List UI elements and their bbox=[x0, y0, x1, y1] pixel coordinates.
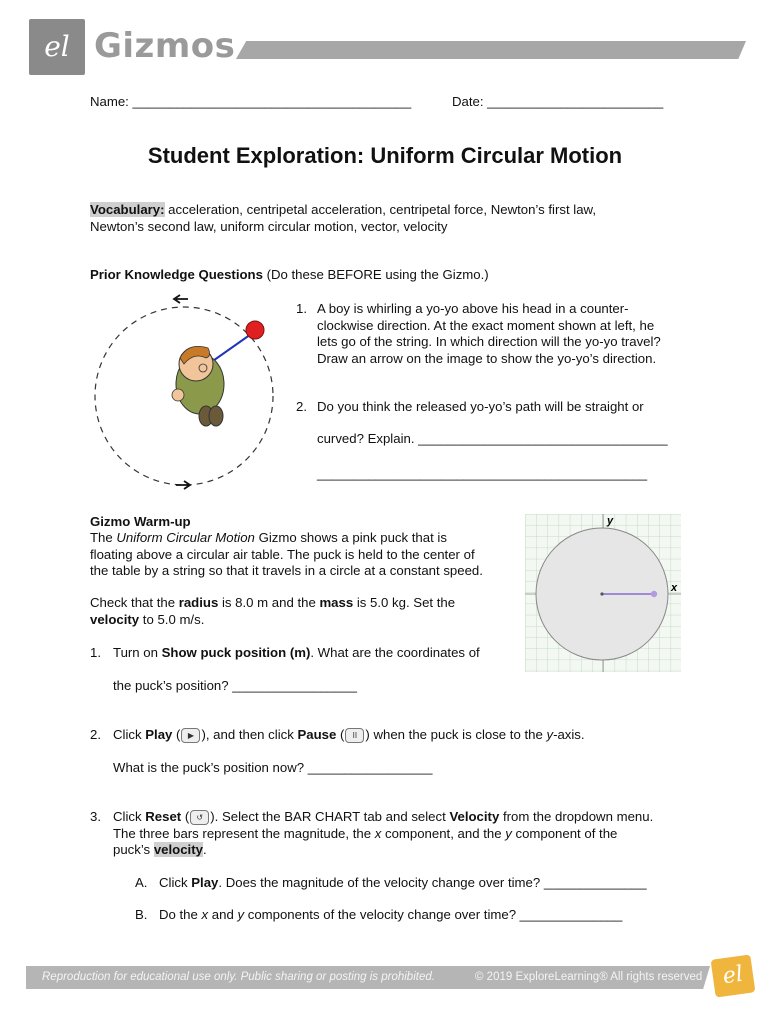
puck bbox=[651, 591, 657, 597]
q2-part: ) when the puck is close to the bbox=[365, 727, 547, 742]
q3b-part: components of the velocity change over time? ______________ bbox=[244, 907, 623, 922]
q3-part: component of the bbox=[511, 825, 618, 841]
axis-x-label: x bbox=[671, 582, 678, 594]
velocity-term: velocity bbox=[90, 611, 140, 627]
q1-number: 1. bbox=[90, 645, 101, 660]
warmup-heading: Gizmo Warm-up bbox=[90, 514, 191, 529]
play-term: Play bbox=[145, 727, 173, 742]
play-term: Play bbox=[191, 875, 219, 890]
q1-text bbox=[113, 645, 480, 660]
q3b-text[interactable] bbox=[159, 907, 622, 922]
q3-part: puck’s bbox=[113, 842, 154, 857]
prior-q2-answer-2[interactable]: _____________________________________________ bbox=[317, 466, 648, 481]
q2-answer[interactable]: What is the puck’s position now? _________________ bbox=[113, 760, 433, 775]
q3-part: Click bbox=[113, 809, 146, 824]
play-icon: ▶ bbox=[181, 728, 200, 743]
vocabulary-label: Vocabulary: bbox=[90, 202, 165, 217]
prior-q2-line-1: Do you think the released yo-yo’s path will be straight or bbox=[317, 399, 644, 414]
gizmos-logo bbox=[29, 19, 85, 75]
pause-term: Pause bbox=[297, 727, 337, 742]
x-term: x bbox=[374, 825, 382, 841]
velocity-vocab-term: velocity bbox=[153, 842, 203, 857]
q3-text bbox=[113, 809, 653, 859]
q2-part: Click bbox=[113, 727, 146, 742]
footer-copyright: © 2019 ExploreLearning® All rights reserved bbox=[475, 971, 703, 983]
logo-glyph: el bbox=[44, 30, 70, 63]
radius-term: radius bbox=[178, 595, 219, 610]
arrow-bottom-icon bbox=[176, 481, 190, 489]
warmup-text: The bbox=[90, 530, 117, 545]
date-field[interactable]: Date: ________________________ bbox=[452, 94, 664, 109]
warmup-text: Gizmo shows a pink puck that is bbox=[254, 530, 447, 545]
prior-q2-number: 2. bbox=[296, 399, 307, 414]
velocity-term: Velocity bbox=[449, 809, 500, 824]
q3a-label: A. bbox=[135, 875, 148, 890]
gizmo-name: Uniform Circular Motion bbox=[116, 530, 255, 545]
q2-part: -axis. bbox=[553, 727, 585, 742]
q2-part: ), and then click bbox=[201, 727, 298, 742]
x-term: x bbox=[201, 907, 209, 922]
q3b-label: B. bbox=[135, 907, 148, 922]
gizmo-air-table-figure bbox=[525, 514, 681, 672]
yoyo-ball bbox=[246, 321, 264, 339]
warmup-paragraph-2 bbox=[90, 595, 455, 628]
q3-part: from the dropdown menu. bbox=[499, 809, 654, 824]
footer-logo-badge bbox=[711, 954, 756, 997]
vocabulary-line-1 bbox=[90, 202, 596, 217]
warmup-text: the table by a string so that it travels in a circle at a constant speed. bbox=[90, 563, 483, 578]
yoyo-illustration bbox=[88, 292, 288, 492]
y-axis-term: y bbox=[546, 727, 554, 742]
q3b-part: and bbox=[208, 907, 238, 922]
footer-disclaimer: Reproduction for educational use only. Public sharing or posting is prohibited. bbox=[42, 971, 435, 983]
q3-part: The three bars represent the magnitude, the bbox=[113, 825, 375, 841]
prior-q1-line: lets go of the string. In which direction will the yo-yo travel? bbox=[317, 334, 661, 349]
q2-number: 2. bbox=[90, 727, 101, 742]
reset-icon: ↺ bbox=[190, 810, 209, 825]
axis-y-label: y bbox=[607, 515, 614, 527]
q3-number: 3. bbox=[90, 809, 101, 824]
warmup-text: to 5.0 m/s. bbox=[139, 611, 205, 627]
warmup-text: is 8.0 m and the bbox=[218, 595, 320, 610]
prior-heading-bold: Prior Knowledge Questions bbox=[90, 267, 263, 282]
header-bar bbox=[236, 41, 746, 59]
vocabulary-terms-2: Newton’s second law, uniform circular motion, vector, velocity bbox=[90, 219, 448, 234]
prior-q2-answer-1[interactable]: curved? Explain. __________________________________ bbox=[317, 431, 668, 446]
y-term: y bbox=[237, 907, 245, 922]
show-puck-position-term: Show puck position (m) bbox=[161, 645, 311, 660]
q3-part: . bbox=[202, 842, 207, 857]
prior-q1-line: A boy is whirling a yo-yo above his head in a counter- bbox=[317, 301, 629, 316]
prior-q1-text bbox=[317, 301, 661, 367]
warmup-paragraph-1 bbox=[90, 530, 483, 580]
mass-term: mass bbox=[319, 595, 354, 610]
warmup-text: Check that the bbox=[90, 595, 179, 610]
q1-part: Turn on bbox=[113, 645, 162, 660]
prior-knowledge-heading bbox=[90, 267, 489, 282]
q2-part: ( bbox=[172, 727, 181, 742]
warmup-text: is 5.0 kg. Set the bbox=[353, 595, 456, 610]
q3-part: ( bbox=[181, 809, 190, 824]
q3-part: component, and the bbox=[381, 825, 506, 841]
brand-name: Gizmos bbox=[94, 26, 236, 66]
q1-part: . What are the coordinates of bbox=[310, 645, 480, 660]
name-field[interactable]: Name: ______________________________________ bbox=[90, 94, 412, 109]
q3a-text[interactable] bbox=[159, 875, 647, 890]
table-center bbox=[600, 592, 603, 595]
q1-answer[interactable]: the puck’s position? _________________ bbox=[113, 678, 357, 693]
prior-q1-line: clockwise direction. At the exact moment shown at left, he bbox=[317, 317, 655, 333]
warmup-text: floating above a circular air table. The puck is held to the center of bbox=[90, 546, 475, 562]
q3-part: ). Select the BAR CHART tab and select bbox=[210, 809, 450, 824]
vocabulary-terms-1: acceleration, centripetal acceleration, centripetal force, Newton’s first law, bbox=[164, 202, 597, 217]
reset-term: Reset bbox=[145, 809, 182, 824]
page-title: Student Exploration: Uniform Circular Motion bbox=[147, 143, 623, 168]
prior-q1-number: 1. bbox=[296, 301, 307, 316]
q3a-part: Click bbox=[159, 875, 192, 890]
y-term: y bbox=[505, 825, 512, 841]
prior-q1-line: Draw an arrow on the image to show the yo-yo’s direction. bbox=[317, 350, 657, 366]
prior-heading-note: (Do these BEFORE using the Gizmo.) bbox=[262, 267, 489, 282]
q2-text bbox=[113, 727, 585, 743]
arrow-top-icon bbox=[174, 295, 188, 303]
q2-part: ( bbox=[336, 727, 345, 742]
q3a-part: . Does the magnitude of the velocity change over time? ______________ bbox=[218, 875, 647, 890]
q3b-part: Do the bbox=[159, 907, 202, 922]
pause-icon: II bbox=[345, 728, 364, 743]
footer-logo-glyph: el bbox=[721, 961, 745, 990]
